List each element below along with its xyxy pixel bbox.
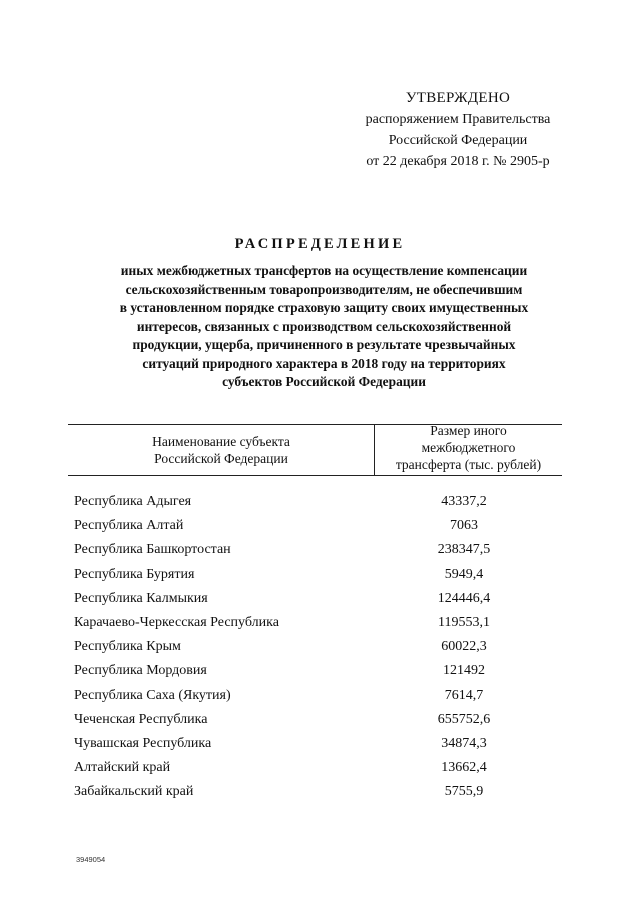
transfer-amount: 5755,9 bbox=[444, 784, 484, 800]
region-name: Республика Калмыкия bbox=[74, 590, 208, 606]
document-title: РАСПРЕДЕЛЕНИЕ bbox=[234, 236, 406, 252]
table-row bbox=[74, 563, 564, 587]
subtitle-line: иных межбюджетных трансфертов на осуществление компенсации bbox=[120, 263, 528, 278]
approval-date-number: от 22 декабря 2018 г. № 2905-р bbox=[366, 154, 550, 169]
approval-stamp: УТВЕРЖДЕНО bbox=[405, 90, 511, 106]
table-row bbox=[74, 514, 564, 538]
transfer-amount: 60022,3 bbox=[441, 639, 487, 655]
region-name: Алтайский край bbox=[74, 760, 171, 776]
table-row bbox=[74, 780, 564, 804]
transfer-amount: 43337,2 bbox=[441, 494, 487, 509]
table-row bbox=[74, 538, 564, 562]
region-name: Чеченская Республика bbox=[74, 711, 208, 727]
subtitle-line: ситуаций природного характера в 2018 году на территориях bbox=[142, 355, 506, 371]
table-body bbox=[74, 490, 564, 804]
transfer-amount: 7063 bbox=[450, 518, 478, 534]
transfer-amount: 34874,3 bbox=[441, 735, 487, 751]
region-name: Республика Бурятия bbox=[74, 566, 195, 582]
transfer-amount: 124446,4 bbox=[437, 590, 491, 606]
transfer-amount: 121492 bbox=[443, 663, 485, 679]
header-line: межбюджетного bbox=[421, 440, 516, 455]
table-row bbox=[74, 490, 564, 514]
table-row bbox=[74, 611, 564, 635]
region-name: Республика Адыгея bbox=[74, 494, 192, 509]
table-row bbox=[74, 587, 564, 611]
table-row bbox=[74, 756, 564, 780]
transfer-amount: 5949,4 bbox=[444, 566, 484, 582]
region-name: Республика Алтай bbox=[74, 518, 184, 534]
transfer-amount: 655752,6 bbox=[437, 711, 491, 727]
header-line: Размер иного bbox=[430, 423, 507, 438]
header-line: трансферта (тыс. рублей) bbox=[395, 457, 542, 472]
document-subtitle bbox=[84, 262, 564, 392]
transfer-amount: 7614,7 bbox=[444, 687, 484, 703]
subtitle-line: субъектов Российской Федерации bbox=[222, 374, 426, 389]
header-line: Наименование субъекта bbox=[152, 434, 290, 449]
subtitle-line: интересов, связанных с производством сельскохозяйственной bbox=[136, 318, 512, 334]
region-name: Республика Крым bbox=[74, 639, 181, 655]
table-row bbox=[74, 732, 564, 756]
transfer-amount: 13662,4 bbox=[441, 760, 487, 776]
region-name: Карачаево-Черкесская Республика bbox=[74, 614, 279, 630]
region-name: Чувашская Республика bbox=[74, 735, 212, 751]
approval-block bbox=[318, 88, 598, 172]
column-header-amount bbox=[375, 422, 562, 473]
subtitle-line: сельскохозяйственным товаропроизводителям, не обеспечившим bbox=[125, 281, 523, 297]
header-line: Российской Федерации bbox=[154, 451, 288, 466]
table-row bbox=[74, 635, 564, 659]
approval-issuer: распоряжением Правительства bbox=[365, 112, 551, 127]
table-row bbox=[74, 684, 564, 708]
region-name: Республика Мордовия bbox=[74, 663, 207, 679]
table-row bbox=[74, 659, 564, 683]
region-name: Республика Башкортостан bbox=[74, 542, 231, 558]
column-header-region bbox=[68, 433, 374, 467]
subtitle-line: в установленном порядке страховую защиту своих имущественных bbox=[119, 300, 529, 315]
transfer-amount: 119553,1 bbox=[438, 614, 490, 630]
subtitle-line: продукции, ущерба, причиненного в результате чрезвычайных bbox=[132, 337, 516, 352]
document-code: 3949054 bbox=[76, 855, 106, 864]
table-header bbox=[68, 424, 562, 476]
region-name: Забайкальский край bbox=[74, 784, 194, 800]
region-name: Республика Саха (Якутия) bbox=[74, 687, 231, 703]
transfer-amount: 238347,5 bbox=[437, 542, 491, 558]
table-row bbox=[74, 708, 564, 732]
approval-country: Российской Федерации bbox=[388, 133, 528, 148]
